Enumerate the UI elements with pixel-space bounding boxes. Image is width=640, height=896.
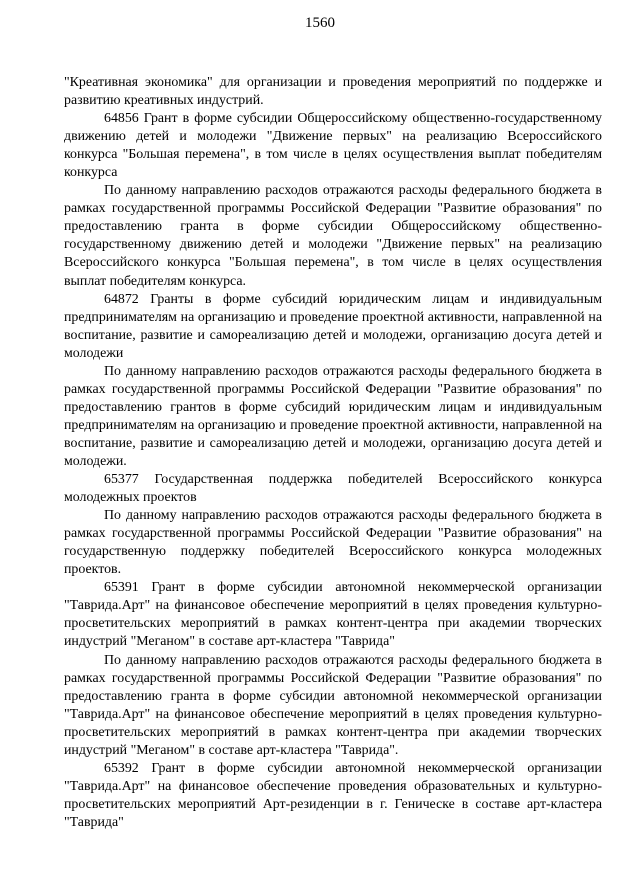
page-number: 1560 <box>305 15 335 31</box>
paragraph: По данному направлению расходов отражаются расходы федерального бюджета в рамках государственной программы Российской Федерации "Развитие образования" по предоставлению гранта в форме субсидии Общероссийскому общественно-государственному движению детей и молодежи "Движение первых" на реализацию Всероссийского конкурса "Большая перемена", в том числе в целях осуществления выплат победителям конкурса. <box>64 183 602 289</box>
paragraph: 65392 Грант в форме субсидии автономной некоммерческой организации "Таврида.Арт" на финансовое обеспечение проведения образовательных и культурно-просветительских мероприятий Арт-резиденции в г. Геническе в составе арт-кластера "Таврида" <box>64 760 602 830</box>
paragraph: 64856 Грант в форме субсидии Общероссийскому общественно-государственному движению детей и молодежи "Движение первых" на реализацию Всероссийского конкурса "Большая перемена", в том числе в целях осуществления выплат победителям конкурса <box>64 111 602 181</box>
paragraph: 65391 Грант в форме субсидии автономной некоммерческой организации "Таврида.Арт" на финансовое обеспечение мероприятий в целях проведения культурно-просветительских мероприятий в рамках контент-центра при академии творческих индустрий "Меганом" в составе арт-кластера "Таврида" <box>64 580 602 650</box>
document-body <box>64 74 602 832</box>
paragraph: По данному направлению расходов отражаются расходы федерального бюджета в рамках государственной программы Российской Федерации "Развитие образования" по предоставлению грантов в форме субсидий юридическим лицам и индивидуальным предпринимателям на организацию и проведение проектной активности, направленной на воспитание, развитие и самореализацию детей и молодежи, организацию досуга детей и молодежи. <box>64 363 602 469</box>
paragraph: "Креативная экономика" для организации и проведения мероприятий по поддержке и развитию креативных индустрий. <box>64 75 602 109</box>
paragraph: 64872 Гранты в форме субсидий юридическим лицам и индивидуальным предпринимателям на организацию и проведение проектной активности, направленной на воспитание, развитие и самореализацию детей и молодежи, организацию досуга детей и молодежи <box>64 291 602 361</box>
paragraph: По данному направлению расходов отражаются расходы федерального бюджета в рамках государственной программы Российской Федерации "Развитие образования" по предоставлению гранта в форме субсидии автономной некоммерческой организации "Таврида.Арт" на финансовое обеспечение мероприятий в целях проведения культурно-просветительских мероприятий в рамках контент-центра при академии творческих индустрий "Меганом" в составе арт-кластера "Таврида". <box>64 652 602 758</box>
paragraph: По данному направлению расходов отражаются расходы федерального бюджета в рамках государственной программы Российской Федерации "Развитие образования" на государственную поддержку победителей Всероссийского конкурса молодежных проектов. <box>64 508 602 578</box>
paragraph: 65377 Государственная поддержка победителей Всероссийского конкурса молодежных проектов <box>64 472 602 506</box>
